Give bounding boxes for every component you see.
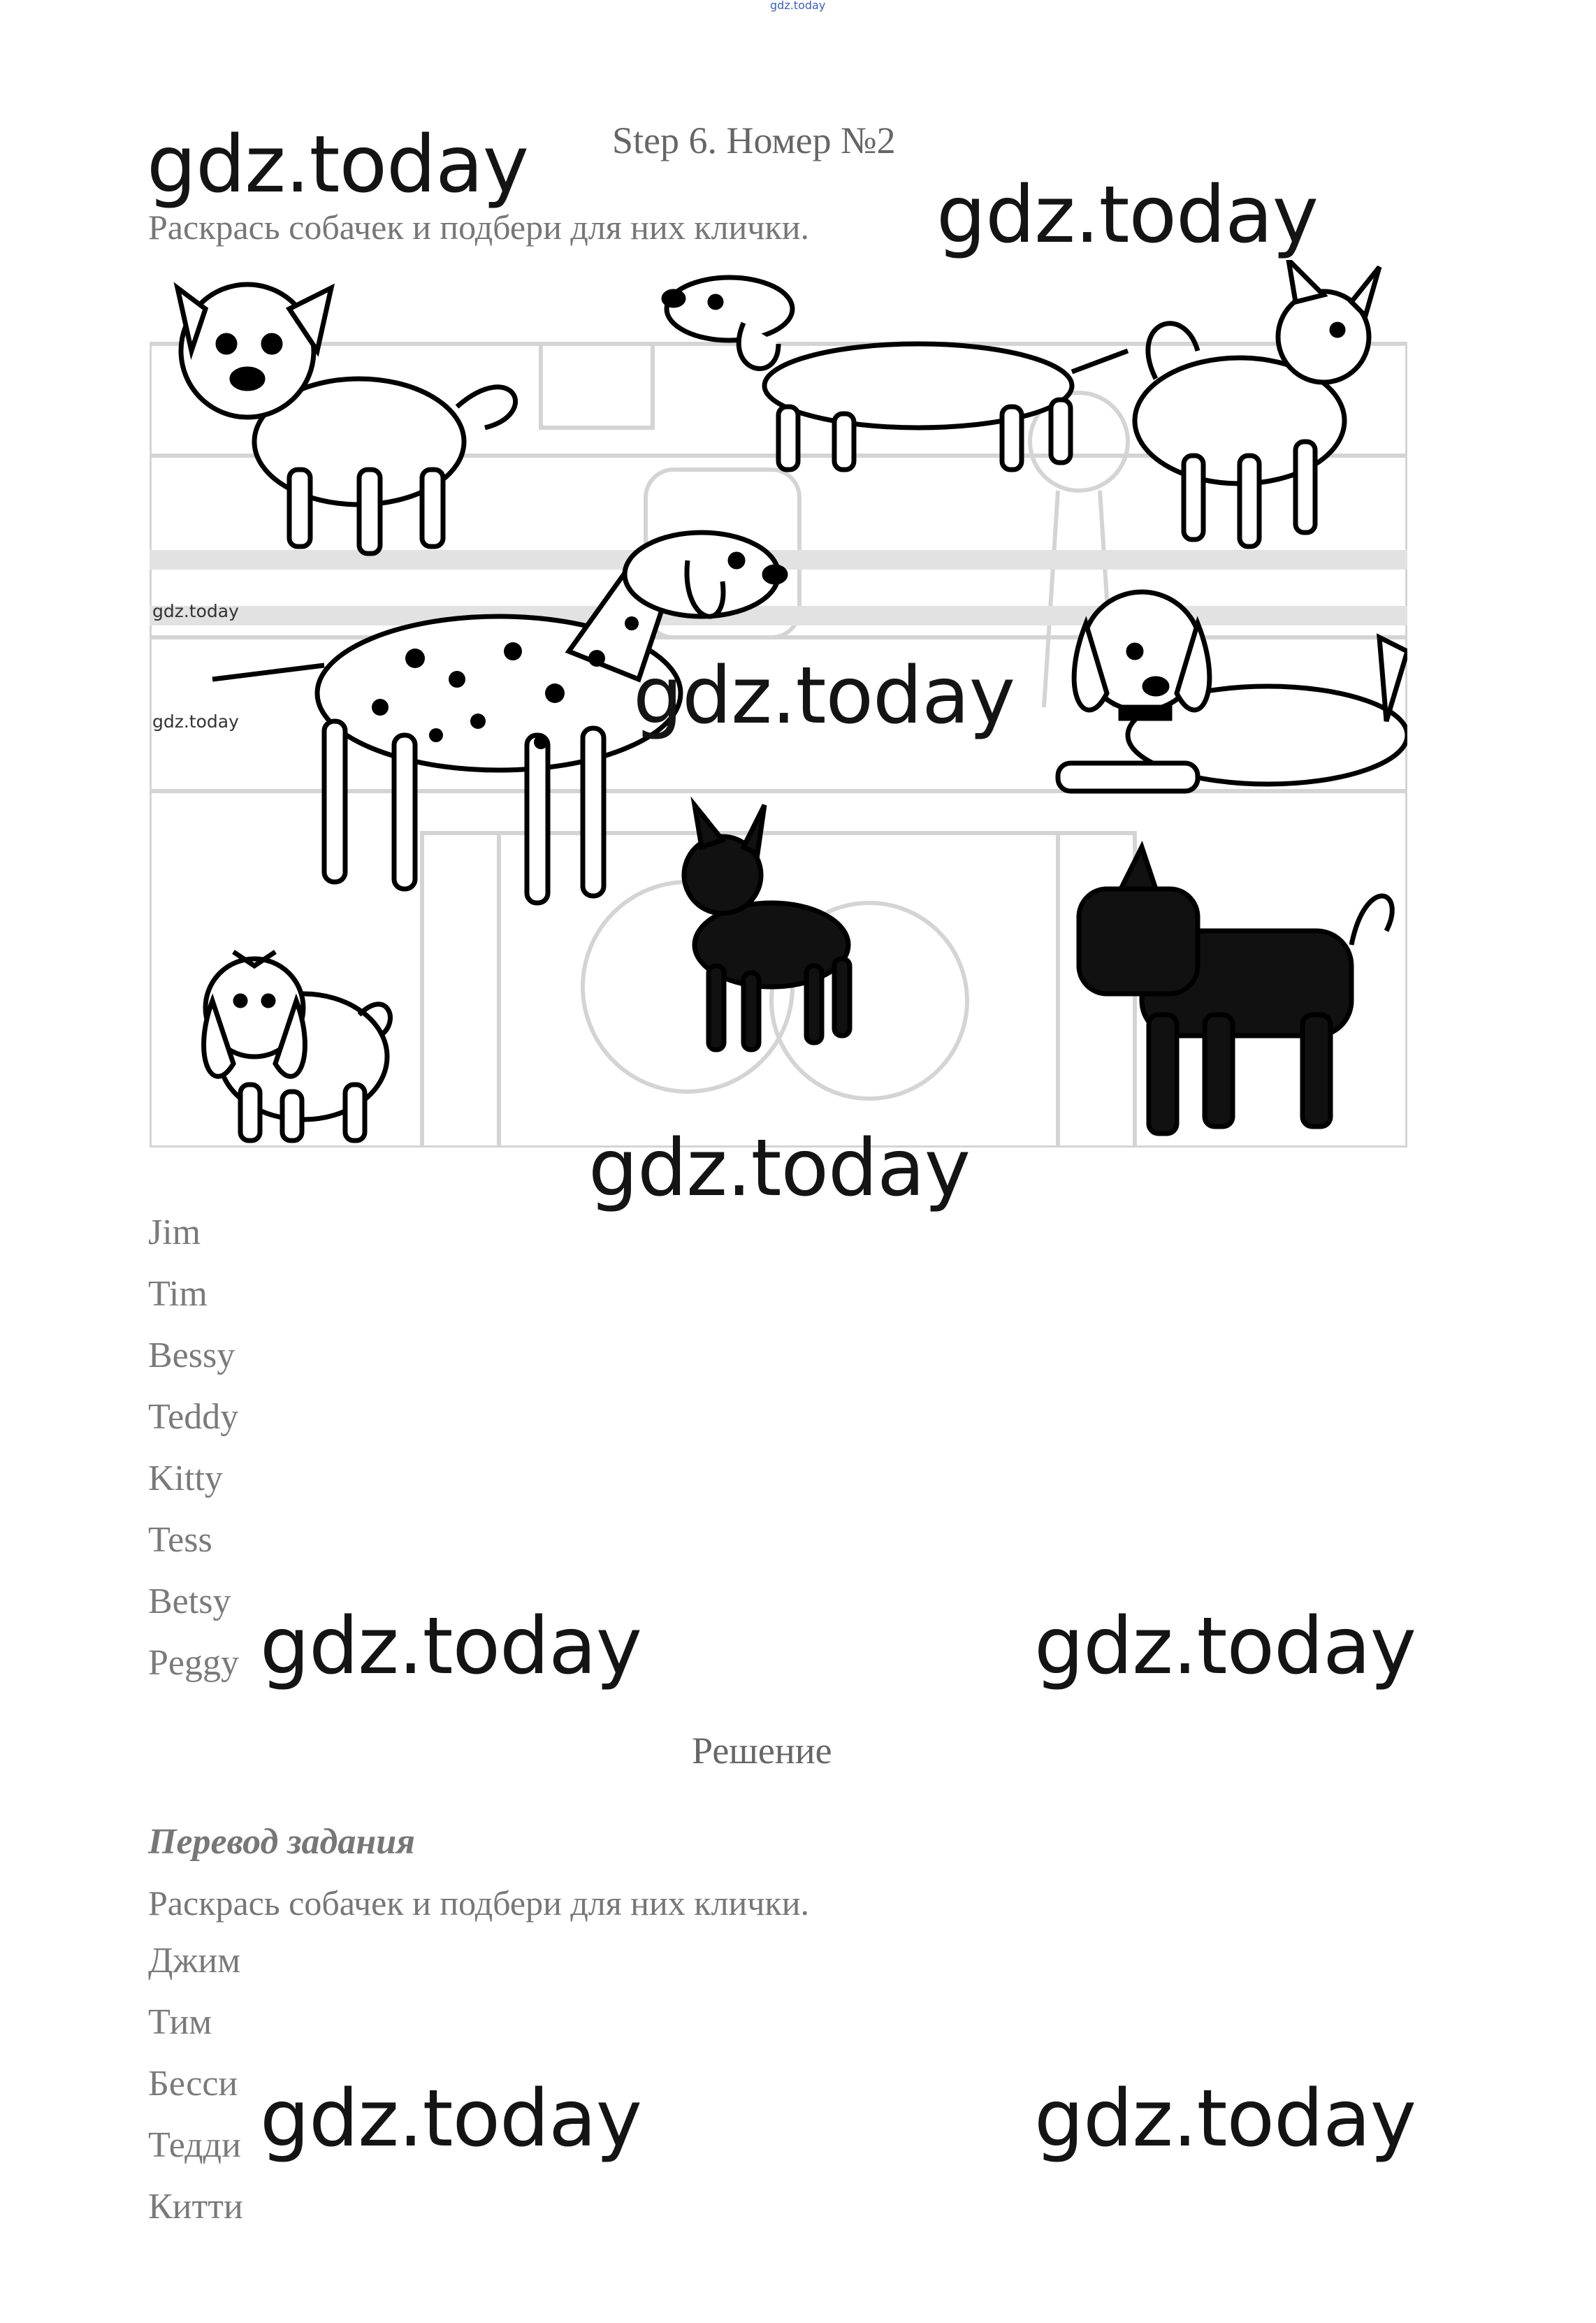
pug-dog-icon xyxy=(177,284,516,553)
small-watermark: gdz.today xyxy=(152,711,239,732)
translation-instruction: Раскрась собачек и подбери для них клички. xyxy=(148,1883,809,1923)
translated-name-item: Китти xyxy=(148,2187,243,2227)
name-item: Teddy xyxy=(148,1397,239,1437)
name-item: Jim xyxy=(148,1213,201,1252)
translated-name-item: Джим xyxy=(148,1941,241,1981)
watermark: gdz.today xyxy=(1034,1601,1416,1692)
translated-name-item: Тим xyxy=(148,2002,212,2042)
watermark: gdz.today xyxy=(1034,2074,1416,2164)
name-item: Betsy xyxy=(148,1582,231,1621)
translation-subheading: Перевод задания xyxy=(148,1822,415,1862)
dachshund-dog-icon xyxy=(664,277,1128,470)
task-instruction: Раскрась собачек и подбери для них клички. xyxy=(148,208,809,247)
background-text-icon xyxy=(150,550,1407,625)
name-item: Tim xyxy=(148,1274,208,1314)
shih-tzu-dog-icon xyxy=(204,952,391,1141)
scottish-terrier-dog-icon xyxy=(1079,847,1392,1134)
translated-name-item: Бесси xyxy=(148,2064,238,2104)
small-watermark: gdz.today xyxy=(152,601,239,621)
watermark: gdz.today xyxy=(633,651,1015,741)
solution-heading: Решение xyxy=(692,1730,832,1772)
toy-terrier-dog-icon xyxy=(684,805,850,1050)
top-watermark: gdz.today xyxy=(770,0,826,12)
watermark: gdz.today xyxy=(936,170,1319,261)
translated-name-item: Тедди xyxy=(148,2125,241,2165)
name-item: Peggy xyxy=(148,1643,239,1683)
chihuahua-dog-icon xyxy=(1135,260,1379,547)
page-title: Step 6. Номер №2 xyxy=(612,120,896,161)
watermark: gdz.today xyxy=(260,2074,642,2164)
watermark: gdz.today xyxy=(260,1601,642,1692)
watermark: gdz.today xyxy=(147,120,529,210)
name-item: Tess xyxy=(148,1520,212,1560)
watermark: gdz.today xyxy=(588,1123,971,1214)
name-item: Kitty xyxy=(148,1459,223,1498)
name-item: Bessy xyxy=(148,1336,235,1375)
